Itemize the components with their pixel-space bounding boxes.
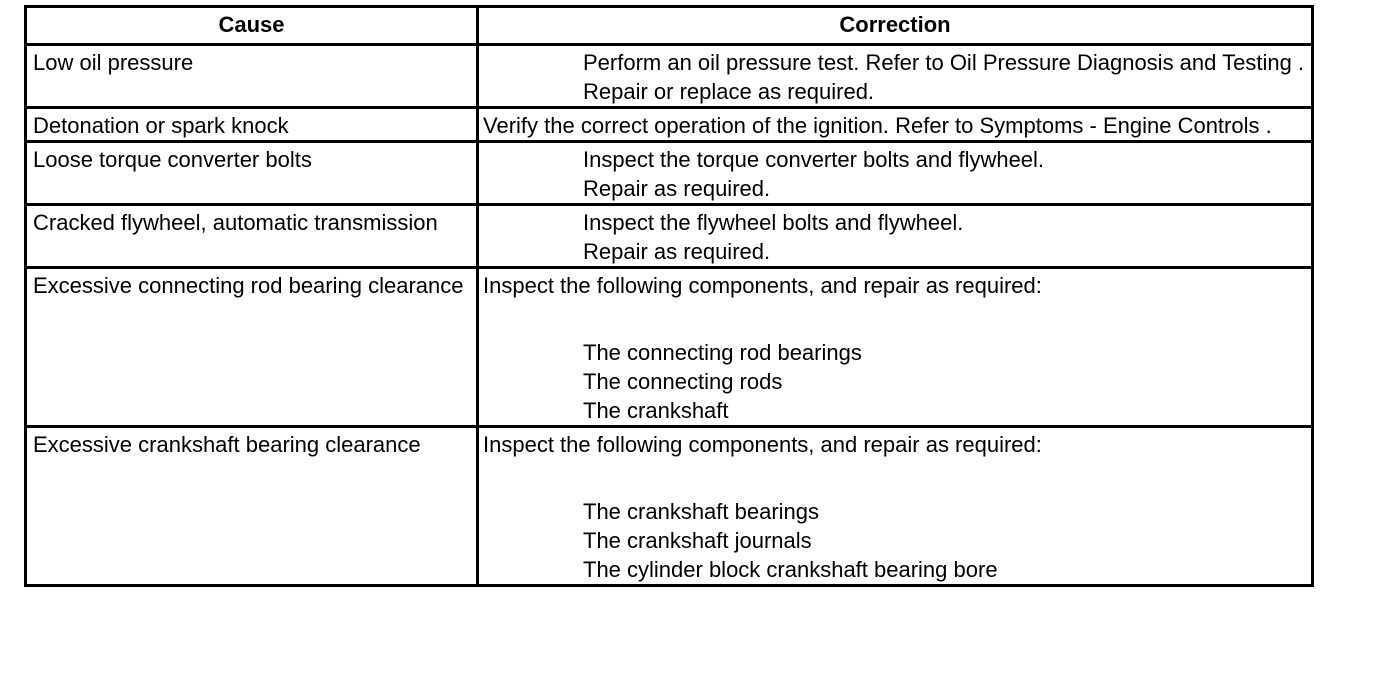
header-row <box>26 7 1313 45</box>
table-row <box>26 427 1313 586</box>
correction-step: Repair or replace as required. <box>583 79 875 104</box>
table-body <box>26 45 1313 586</box>
header-cause: Cause <box>26 7 478 45</box>
correction-cell <box>478 142 1313 205</box>
header-correction: Correction <box>478 7 1313 45</box>
correction-step: Repair as required. <box>583 176 771 201</box>
table-row <box>26 205 1313 268</box>
correction-step: Perform an oil pressure test. Refer to Oil Pressure Diagnosis and Testing . <box>583 50 1305 75</box>
cause-cell: Excessive crankshaft bearing clearance <box>26 427 478 586</box>
correction-cell <box>478 427 1313 586</box>
correction-step: The connecting rod bearings <box>583 340 862 365</box>
spacer <box>483 300 1307 338</box>
table-row <box>26 108 1313 142</box>
correction-intro: Verify the correct operation of the ignition. Refer to Symptoms - Engine Controls . <box>483 113 1272 138</box>
correction-intro: Inspect the following components, and repair as required: <box>483 273 1042 298</box>
table-row <box>26 142 1313 205</box>
correction-step: The crankshaft bearings <box>583 499 820 524</box>
spacer <box>483 459 1307 497</box>
correction-cell <box>478 268 1313 427</box>
correction-intro: Inspect the following components, and repair as required: <box>483 432 1042 457</box>
correction-step: The cylinder block crankshaft bearing bore <box>583 557 998 582</box>
correction-cell <box>478 45 1313 108</box>
cause-correction-table <box>24 5 1314 587</box>
correction-step: The crankshaft journals <box>583 528 812 553</box>
cause-cell: Low oil pressure <box>26 45 478 108</box>
cause-cell: Loose torque converter bolts <box>26 142 478 205</box>
correction-step: Inspect the torque converter bolts and flywheel. <box>583 147 1045 172</box>
cause-cell: Detonation or spark knock <box>26 108 478 142</box>
correction-step: The crankshaft <box>583 398 729 423</box>
correction-cell <box>478 205 1313 268</box>
correction-cell <box>478 108 1313 142</box>
table-row <box>26 268 1313 427</box>
table-row <box>26 45 1313 108</box>
correction-step: Repair as required. <box>583 239 771 264</box>
cause-cell: Excessive connecting rod bearing clearance <box>26 268 478 427</box>
correction-step: Inspect the flywheel bolts and flywheel. <box>583 210 964 235</box>
cause-cell: Cracked flywheel, automatic transmission <box>26 205 478 268</box>
correction-step: The connecting rods <box>583 369 783 394</box>
